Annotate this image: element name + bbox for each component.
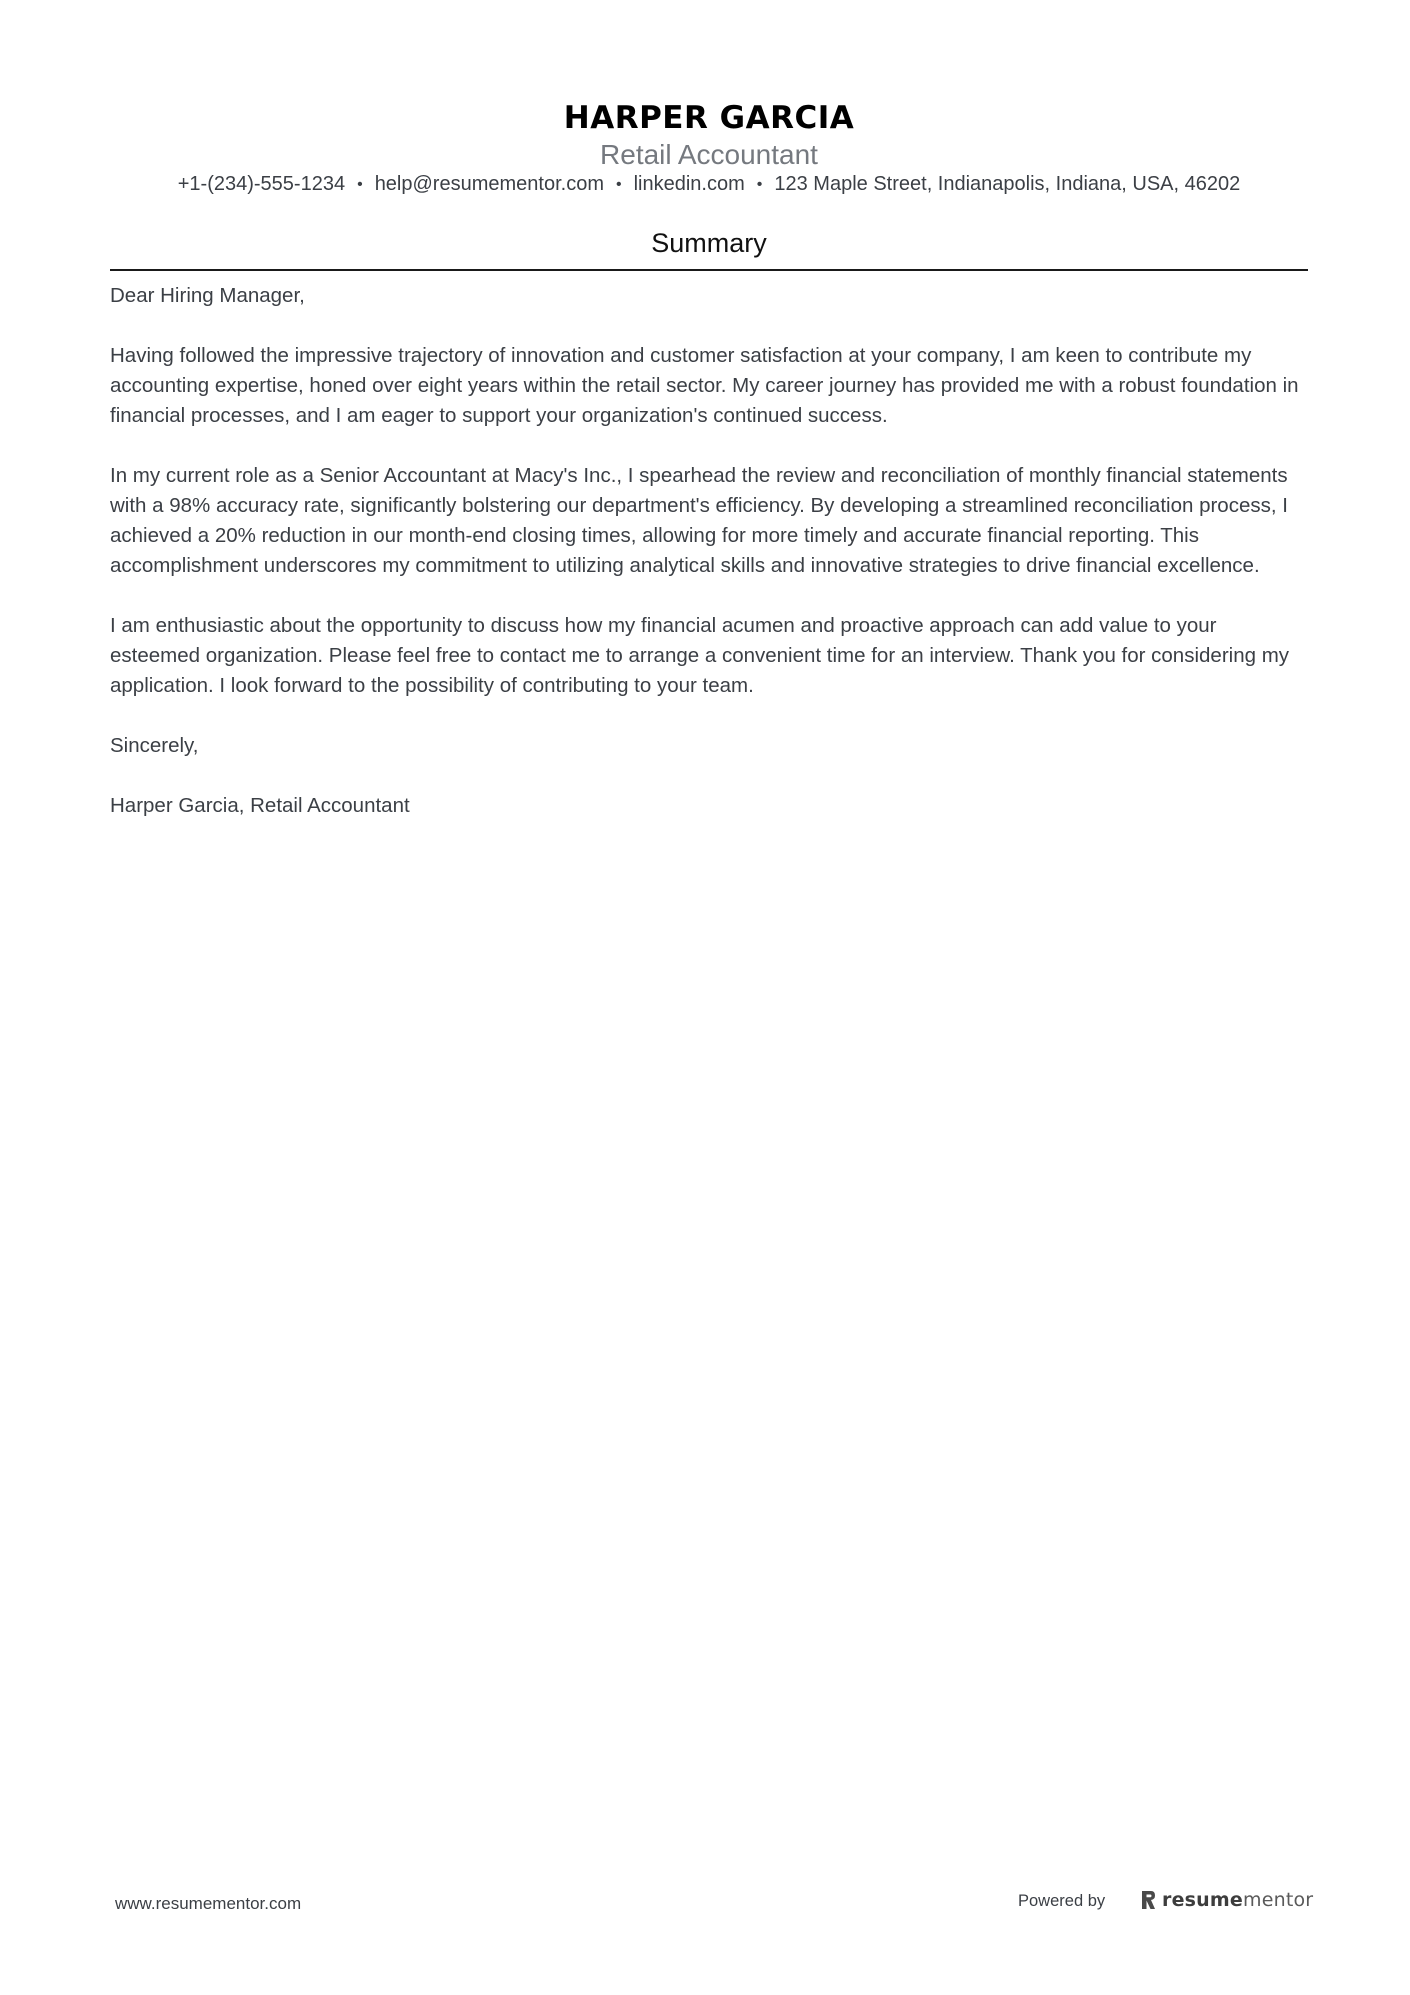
letter-signature: Harper Garcia, Retail Accountant [110,794,410,817]
separator-bullet: • [357,176,363,193]
letter-paragraph-3: I am enthusiastic about the opportunity to discuss how my financial acumen and proactive approach can add value to your esteemed organization. Please feel free to contact me to arrange a convenient time for an interview. Thank you for considering my application. I look forward to the possibility of contributing to your team. [110,614,1290,697]
brand-wordmark [1162,1889,1313,1911]
contact-address: 123 Maple Street, Indianapolis, Indiana, USA, 46202 [774,173,1241,195]
letter-body [110,281,1308,851]
job-title: Retail Accountant [600,139,818,170]
letter-greeting: Dear Hiring Manager, [110,284,305,307]
resumementor-logo-icon [1140,1889,1157,1911]
contact-phone: +1-(234)-555-1234 [177,173,346,195]
footer-website-link[interactable]: www.resumementor.com [115,1894,302,1913]
letter-closing: Sincerely, [110,734,199,757]
footer-powered-by: Powered by [1018,1892,1106,1910]
applicant-name: HARPER GARCIA [563,100,855,136]
letter-paragraph-2: In my current role as a Senior Accountant at Macy's Inc., I spearhead the review and reconciliation of monthly financial statements with a 98% accuracy rate, significantly bolstering our department's efficiency. By developing a streamlined reconciliation process, I achieved a 20% reduction in our month-end closing times, allowing for more timely and accurate financial reporting. This accomplishment underscores my commitment to utilizing analytical skills and innovative strategies to drive financial excellence. [110,464,1288,577]
section-divider [110,269,1308,271]
letter-paragraph-1: Having followed the impressive trajectory of innovation and customer satisfaction at your company, I am keen to contribute my accounting expertise, honed over eight years within the retail sector. My career journey has provided me with a robust foundation in financial processes, and I am eager to support your organization's continued success. [110,344,1299,427]
separator-bullet: • [615,176,622,193]
contact-linkedin[interactable]: linkedin.com [633,173,745,195]
brand-wordmark-light: mentor [1242,1889,1314,1911]
contact-line [110,173,1308,196]
footer-brand-logo[interactable] [1140,1889,1313,1911]
separator-bullet: • [756,176,763,193]
contact-email[interactable]: help@resumementor.com [374,173,604,195]
section-heading-summary: Summary [651,228,767,258]
brand-wordmark-bold: resume [1162,1889,1243,1911]
